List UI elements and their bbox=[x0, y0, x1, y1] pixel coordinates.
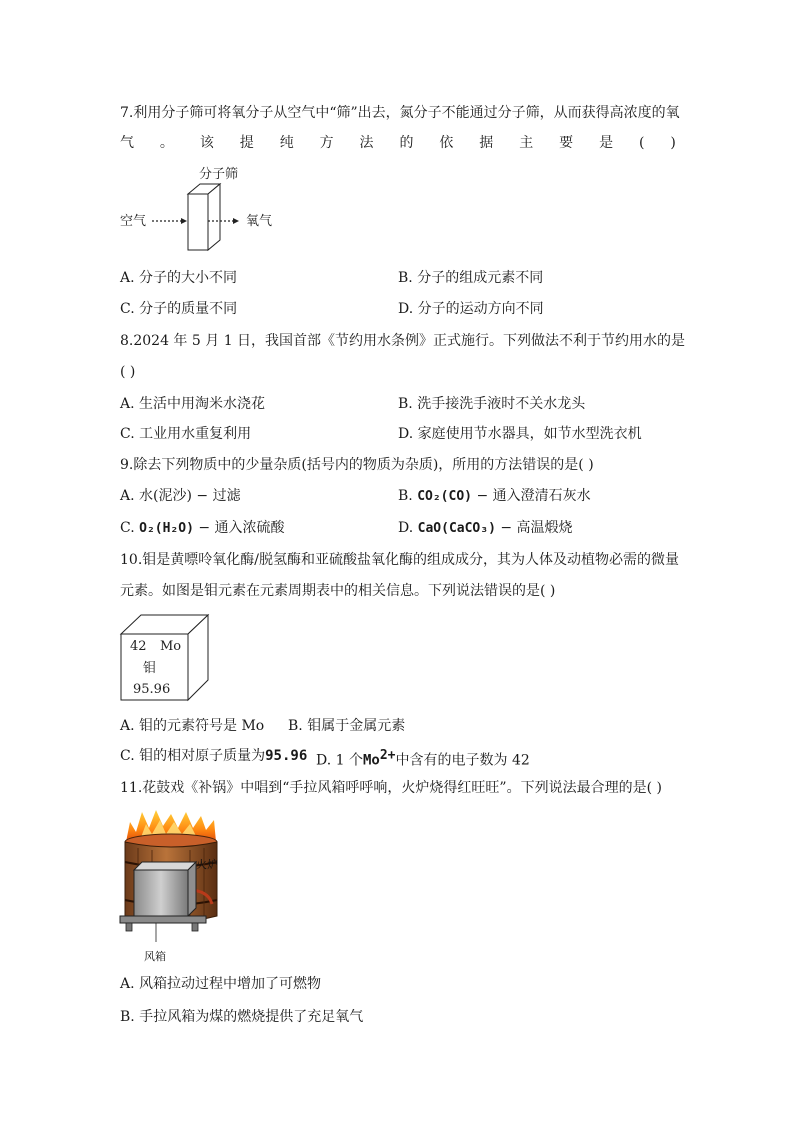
q8-option-c: C. 工业用水重复利用 bbox=[120, 426, 252, 442]
q10-stem-line2: 元素。如图是钼元素在元素周期表中的相关信息。下列说法错误的是( ) bbox=[120, 583, 556, 599]
q10-option-b: B. 钼属于金属元素 bbox=[288, 718, 406, 734]
relative-atomic-mass-value: 95.96 bbox=[265, 748, 308, 764]
q9-option-c: C. O₂(H₂O) − 通入浓硫酸 bbox=[120, 520, 285, 536]
q10-option-c: C. 钼的相对原子质量为95.96 bbox=[120, 748, 308, 764]
formula-o2-h2o: O₂(H₂O) bbox=[139, 521, 194, 536]
stand-leg-left bbox=[126, 923, 132, 931]
q10-option-a: A. 钼的元素符号是 Mo bbox=[120, 718, 265, 734]
q9-stem-line1: 9.除去下列物质中的少量杂质(括号内的物质为杂质)，所用的方法错误的是( ) bbox=[120, 457, 594, 473]
q9-option-b: B. CO₂(CO) − 通入澄清石灰水 bbox=[398, 488, 591, 504]
q11-option-a: A. 风箱拉动过程中增加了可燃物 bbox=[120, 976, 322, 992]
q11-stem-line1: 11.花鼓戏《补锅》中唱到“手拉风箱呼呼响，火炉烧得红旺旺”。下列说法最合理的是( ) bbox=[120, 780, 662, 796]
q7-stem-line1: 7.利用分子筛可将氧分子从空气中“筛”出去，氮分子不能通过分子筛，从而获得高浓度的氧 bbox=[120, 105, 680, 121]
q7-option-d: D. 分子的运动方向不同 bbox=[398, 301, 544, 317]
bellows-side bbox=[188, 862, 196, 916]
sieve-side-face bbox=[208, 184, 220, 250]
furnace-label: 火炉 bbox=[196, 858, 218, 871]
mo-ion-charge: 2+ bbox=[379, 748, 396, 763]
element-name: 钼 bbox=[143, 661, 157, 676]
q8-stem-line1: 8.2024 年 5 月 1 日，我国首部《节约用水条例》正式施行。下列做法不利于节约用水的是 bbox=[120, 333, 686, 349]
bellows-front bbox=[134, 870, 188, 916]
air-arrow-head bbox=[181, 218, 187, 224]
atomic-mass: 95.96 bbox=[133, 682, 171, 697]
air-label: 空气 bbox=[120, 214, 147, 229]
oxygen-arrow-head bbox=[233, 218, 239, 224]
q8-option-d: D. 家庭使用节水器具，如节水型洗衣机 bbox=[398, 426, 642, 442]
q7-option-a: A. 分子的大小不同 bbox=[120, 270, 238, 286]
q7-option-b: B. 分子的组成元素不同 bbox=[398, 270, 544, 286]
atomic-number: 42 bbox=[130, 639, 147, 654]
sieve-front-face bbox=[188, 194, 208, 250]
q7-stem-line2: 气 。 该 提 纯 方 法 的 依 据 主 要 是 ( ) bbox=[120, 135, 676, 151]
sieve-label: 分子筛 bbox=[199, 167, 239, 182]
molecular-sieve-figure bbox=[115, 162, 285, 254]
q8-option-b: B. 洗手接洗手液时不关水龙头 bbox=[398, 396, 586, 412]
bellows-label: 风箱 bbox=[144, 950, 166, 963]
bellows-top bbox=[134, 862, 196, 870]
formula-cao-caco3: CaO(CaCO₃) bbox=[417, 521, 496, 536]
furnace-bellows-figure bbox=[116, 808, 228, 968]
q8-option-a: A. 生活中用淘米水浇花 bbox=[120, 396, 266, 412]
q11-option-b: B. 手拉风箱为煤的燃烧提供了充足氧气 bbox=[120, 1009, 364, 1025]
formula-co2-co: CO₂(CO) bbox=[417, 489, 472, 504]
oxygen-label: 氧气 bbox=[246, 214, 273, 229]
q9-option-d: D. CaO(CaCO₃) − 高温煅烧 bbox=[398, 520, 573, 536]
element-symbol: Mo bbox=[160, 639, 182, 654]
stand-leg-right bbox=[192, 923, 198, 931]
q7-option-c: C. 分子的质量不同 bbox=[120, 301, 238, 317]
q9-option-a: A. 水(泥沙) − 过滤 bbox=[120, 488, 241, 504]
element-card-molybdenum bbox=[118, 612, 214, 704]
q10-stem-line1: 10.钼是黄嘌呤氧化酶/脱氢酶和亚硫酸盐氧化酶的组成成分，其为人体及动植物必需的微量 bbox=[120, 552, 679, 568]
q8-stem-line2: ( ) bbox=[120, 364, 136, 380]
mo-ion-symbol: Mo bbox=[362, 752, 380, 769]
bellows-stand bbox=[120, 916, 206, 923]
q10-option-d: D. 1 个$Mo^{2+}$中含有的电子数为 42 bbox=[316, 748, 530, 769]
